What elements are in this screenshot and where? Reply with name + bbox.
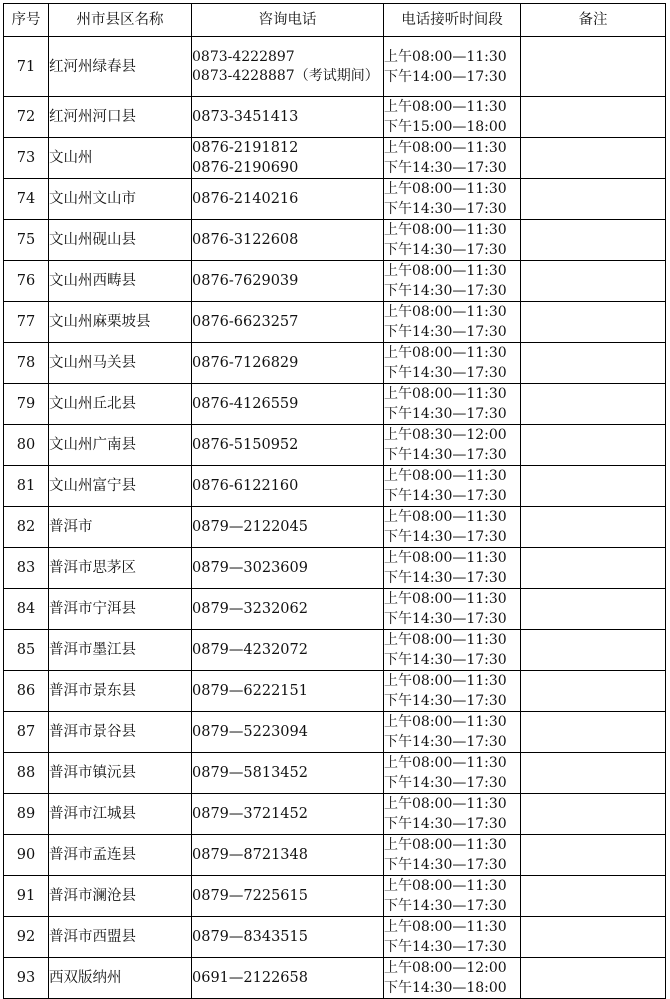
phone-number: 0879—2122045 [192, 519, 308, 535]
row-phone [192, 138, 384, 179]
row-note [521, 220, 666, 261]
row-hours [384, 958, 521, 999]
row-index: 71 [4, 37, 49, 97]
table-row [4, 876, 666, 917]
row-phone [192, 876, 384, 917]
row-hours [384, 589, 521, 630]
row-index: 79 [4, 384, 49, 425]
hours-morning: 上午08:00—11:30 [384, 263, 507, 279]
hours-afternoon: 下午14:30—17:30 [384, 447, 507, 463]
phone-number: 0879—3721452 [192, 806, 308, 822]
phone-number: 0873-3451413 [192, 109, 299, 125]
hours-morning: 上午08:00—11:30 [384, 509, 507, 525]
hours-afternoon: 下午14:30—18:00 [384, 980, 507, 996]
hours-morning: 上午08:00—11:30 [384, 345, 507, 361]
row-region: 普洱市墨江县 [49, 630, 192, 671]
phone-number: 0873-4228887（考试期间） [192, 67, 379, 84]
row-index: 73 [4, 138, 49, 179]
row-note [521, 425, 666, 466]
hours-morning: 上午08:00—11:30 [384, 222, 507, 238]
table-row [4, 220, 666, 261]
row-hours [384, 425, 521, 466]
table-row [4, 97, 666, 138]
row-index: 74 [4, 179, 49, 220]
row-index: 88 [4, 753, 49, 794]
hours-morning: 上午08:00—11:30 [384, 386, 507, 402]
table-row [4, 753, 666, 794]
row-region: 文山州广南县 [49, 425, 192, 466]
phone-number: 0876-2140216 [192, 191, 299, 207]
phone-number: 0879—8343515 [192, 929, 308, 945]
row-index: 78 [4, 343, 49, 384]
row-phone [192, 261, 384, 302]
table-row [4, 671, 666, 712]
row-index: 84 [4, 589, 49, 630]
hours-afternoon: 下午14:00—17:30 [384, 68, 507, 85]
table-body [4, 37, 666, 999]
hours-morning: 上午08:00—11:30 [384, 673, 507, 689]
hours-morning: 上午08:00—11:30 [384, 550, 507, 566]
table-row [4, 589, 666, 630]
phone-number: 0876-3122608 [192, 232, 299, 248]
row-hours [384, 138, 521, 179]
table-row [4, 425, 666, 466]
header-hours: 电话接听时间段 [384, 4, 521, 37]
hours-afternoon: 下午14:30—17:30 [384, 160, 507, 176]
row-region: 普洱市孟连县 [49, 835, 192, 876]
hours-afternoon: 下午14:30—17:30 [384, 488, 507, 504]
row-phone [192, 835, 384, 876]
phone-number: 0691—2122658 [192, 970, 308, 986]
row-phone [192, 671, 384, 712]
row-hours [384, 466, 521, 507]
row-note [521, 384, 666, 425]
row-index: 89 [4, 794, 49, 835]
hours-afternoon: 下午15:00—18:00 [384, 119, 507, 135]
row-phone [192, 548, 384, 589]
hours-morning: 上午08:00—11:30 [384, 468, 507, 484]
hours-afternoon: 下午14:30—17:30 [384, 570, 507, 586]
hours-morning: 上午08:00—11:30 [384, 796, 507, 812]
row-region: 文山州 [49, 138, 192, 179]
row-phone [192, 794, 384, 835]
row-index: 82 [4, 507, 49, 548]
row-region: 普洱市宁洱县 [49, 589, 192, 630]
row-region: 文山州文山市 [49, 179, 192, 220]
row-hours [384, 37, 521, 97]
hours-morning: 上午08:00—11:30 [384, 181, 507, 197]
phone-number: 0876-2191812 [192, 140, 299, 156]
table-row [4, 179, 666, 220]
row-region: 普洱市思茅区 [49, 548, 192, 589]
row-phone [192, 37, 384, 97]
header-row [4, 4, 666, 37]
table-row [4, 835, 666, 876]
row-hours [384, 835, 521, 876]
row-note [521, 589, 666, 630]
row-hours [384, 876, 521, 917]
header-region: 州市县区名称 [49, 4, 192, 37]
table-row [4, 343, 666, 384]
row-phone [192, 220, 384, 261]
row-note [521, 507, 666, 548]
phone-number: 0879—4232072 [192, 642, 308, 658]
row-region: 红河州绿春县 [49, 37, 192, 97]
row-phone [192, 712, 384, 753]
row-index: 77 [4, 302, 49, 343]
row-region: 文山州西畴县 [49, 261, 192, 302]
phone-number: 0879—3023609 [192, 560, 308, 576]
row-region: 文山州砚山县 [49, 220, 192, 261]
row-hours [384, 712, 521, 753]
row-index: 87 [4, 712, 49, 753]
phone-number: 0876-6122160 [192, 478, 299, 494]
phone-number: 0879—6222151 [192, 683, 308, 699]
header-index: 序号 [4, 4, 49, 37]
row-note [521, 261, 666, 302]
phone-number: 0876-4126559 [192, 396, 299, 412]
hours-morning: 上午08:00—11:30 [384, 878, 507, 894]
table-row [4, 958, 666, 999]
row-phone [192, 589, 384, 630]
phone-number: 0879—3232062 [192, 601, 308, 617]
row-phone [192, 179, 384, 220]
phone-number: 0873-4222897 [192, 48, 295, 65]
row-phone [192, 466, 384, 507]
row-note [521, 712, 666, 753]
row-note [521, 302, 666, 343]
phone-number: 0876-6623257 [192, 314, 299, 330]
row-index: 91 [4, 876, 49, 917]
row-index: 93 [4, 958, 49, 999]
table-row [4, 384, 666, 425]
row-phone [192, 958, 384, 999]
table-row [4, 917, 666, 958]
hours-afternoon: 下午14:30—17:30 [384, 242, 507, 258]
header-note: 备注 [521, 4, 666, 37]
hours-afternoon: 下午14:30—17:30 [384, 693, 507, 709]
row-index: 80 [4, 425, 49, 466]
row-note [521, 753, 666, 794]
row-hours [384, 302, 521, 343]
row-region: 文山州富宁县 [49, 466, 192, 507]
table-row [4, 712, 666, 753]
phone-number: 0879—7225615 [192, 888, 308, 904]
hours-morning: 上午08:00—11:30 [384, 837, 507, 853]
row-phone [192, 384, 384, 425]
row-phone [192, 630, 384, 671]
row-hours [384, 384, 521, 425]
row-phone [192, 343, 384, 384]
hours-morning: 上午08:00—11:30 [384, 632, 507, 648]
hours-afternoon: 下午14:30—17:30 [384, 283, 507, 299]
table-row [4, 261, 666, 302]
row-phone [192, 302, 384, 343]
row-index: 72 [4, 97, 49, 138]
hours-afternoon: 下午14:30—17:30 [384, 201, 507, 217]
row-region: 普洱市西盟县 [49, 917, 192, 958]
row-note [521, 37, 666, 97]
hours-afternoon: 下午14:30—17:30 [384, 898, 507, 914]
hours-morning: 上午08:00—11:30 [384, 591, 507, 607]
row-note [521, 630, 666, 671]
row-region: 普洱市 [49, 507, 192, 548]
row-hours [384, 343, 521, 384]
phone-number: 0876-7629039 [192, 273, 299, 289]
phone-number: 0879—5813452 [192, 765, 308, 781]
row-region: 普洱市景东县 [49, 671, 192, 712]
row-region: 普洱市江城县 [49, 794, 192, 835]
row-note [521, 343, 666, 384]
row-index: 92 [4, 917, 49, 958]
row-hours [384, 917, 521, 958]
hours-afternoon: 下午14:30—17:30 [384, 816, 507, 832]
row-phone [192, 753, 384, 794]
hours-afternoon: 下午14:30—17:30 [384, 734, 507, 750]
row-phone [192, 425, 384, 466]
row-note [521, 917, 666, 958]
row-hours [384, 179, 521, 220]
phone-number: 0879—8721348 [192, 847, 308, 863]
row-note [521, 138, 666, 179]
hours-morning: 上午08:00—11:30 [384, 755, 507, 771]
table-row [4, 507, 666, 548]
row-index: 90 [4, 835, 49, 876]
row-index: 85 [4, 630, 49, 671]
hours-afternoon: 下午14:30—17:30 [384, 324, 507, 340]
row-index: 81 [4, 466, 49, 507]
row-note [521, 876, 666, 917]
table-row [4, 630, 666, 671]
row-index: 83 [4, 548, 49, 589]
row-note [521, 548, 666, 589]
row-region: 红河州河口县 [49, 97, 192, 138]
phone-number: 0876-7126829 [192, 355, 299, 371]
row-hours [384, 548, 521, 589]
row-phone [192, 97, 384, 138]
hours-morning: 上午08:00—11:30 [384, 919, 507, 935]
row-hours [384, 630, 521, 671]
hours-morning: 上午08:00—12:00 [384, 960, 507, 976]
hours-afternoon: 下午14:30—17:30 [384, 365, 507, 381]
row-region: 文山州麻栗坡县 [49, 302, 192, 343]
hours-afternoon: 下午14:30—17:30 [384, 529, 507, 545]
hours-morning: 上午08:00—11:30 [384, 714, 507, 730]
row-region: 西双版纳州 [49, 958, 192, 999]
hours-morning: 上午08:30—12:00 [384, 427, 507, 443]
row-note [521, 835, 666, 876]
hotline-table [3, 3, 666, 999]
row-region: 文山州马关县 [49, 343, 192, 384]
row-note [521, 671, 666, 712]
row-note [521, 958, 666, 999]
table-row [4, 138, 666, 179]
hours-morning: 上午08:00—11:30 [384, 99, 507, 115]
row-region: 文山州丘北县 [49, 384, 192, 425]
row-region: 普洱市景谷县 [49, 712, 192, 753]
row-hours [384, 753, 521, 794]
row-hours [384, 507, 521, 548]
hours-morning: 上午08:00—11:30 [384, 48, 507, 65]
hours-morning: 上午08:00—11:30 [384, 140, 507, 156]
phone-number: 0876-5150952 [192, 437, 299, 453]
row-phone [192, 507, 384, 548]
phone-number: 0876-2190690 [192, 160, 299, 176]
table-row [4, 548, 666, 589]
row-region: 普洱市镇沅县 [49, 753, 192, 794]
row-note [521, 179, 666, 220]
table-row [4, 794, 666, 835]
hours-afternoon: 下午14:30—17:30 [384, 652, 507, 668]
row-hours [384, 220, 521, 261]
row-index: 75 [4, 220, 49, 261]
row-note [521, 466, 666, 507]
row-note [521, 97, 666, 138]
row-index: 76 [4, 261, 49, 302]
row-phone [192, 917, 384, 958]
hours-afternoon: 下午14:30—17:30 [384, 939, 507, 955]
row-note [521, 794, 666, 835]
row-hours [384, 671, 521, 712]
row-hours [384, 794, 521, 835]
row-index: 86 [4, 671, 49, 712]
hours-afternoon: 下午14:30—17:30 [384, 775, 507, 791]
header-phone: 咨询电话 [192, 4, 384, 37]
table-row [4, 466, 666, 507]
hours-afternoon: 下午14:30—17:30 [384, 857, 507, 873]
hours-afternoon: 下午14:30—17:30 [384, 611, 507, 627]
hours-afternoon: 下午14:30—17:30 [384, 406, 507, 422]
table-row [4, 302, 666, 343]
row-region: 普洱市澜沧县 [49, 876, 192, 917]
table-row [4, 37, 666, 97]
row-hours [384, 261, 521, 302]
phone-number: 0879—5223094 [192, 724, 308, 740]
row-hours [384, 97, 521, 138]
hours-morning: 上午08:00—11:30 [384, 304, 507, 320]
